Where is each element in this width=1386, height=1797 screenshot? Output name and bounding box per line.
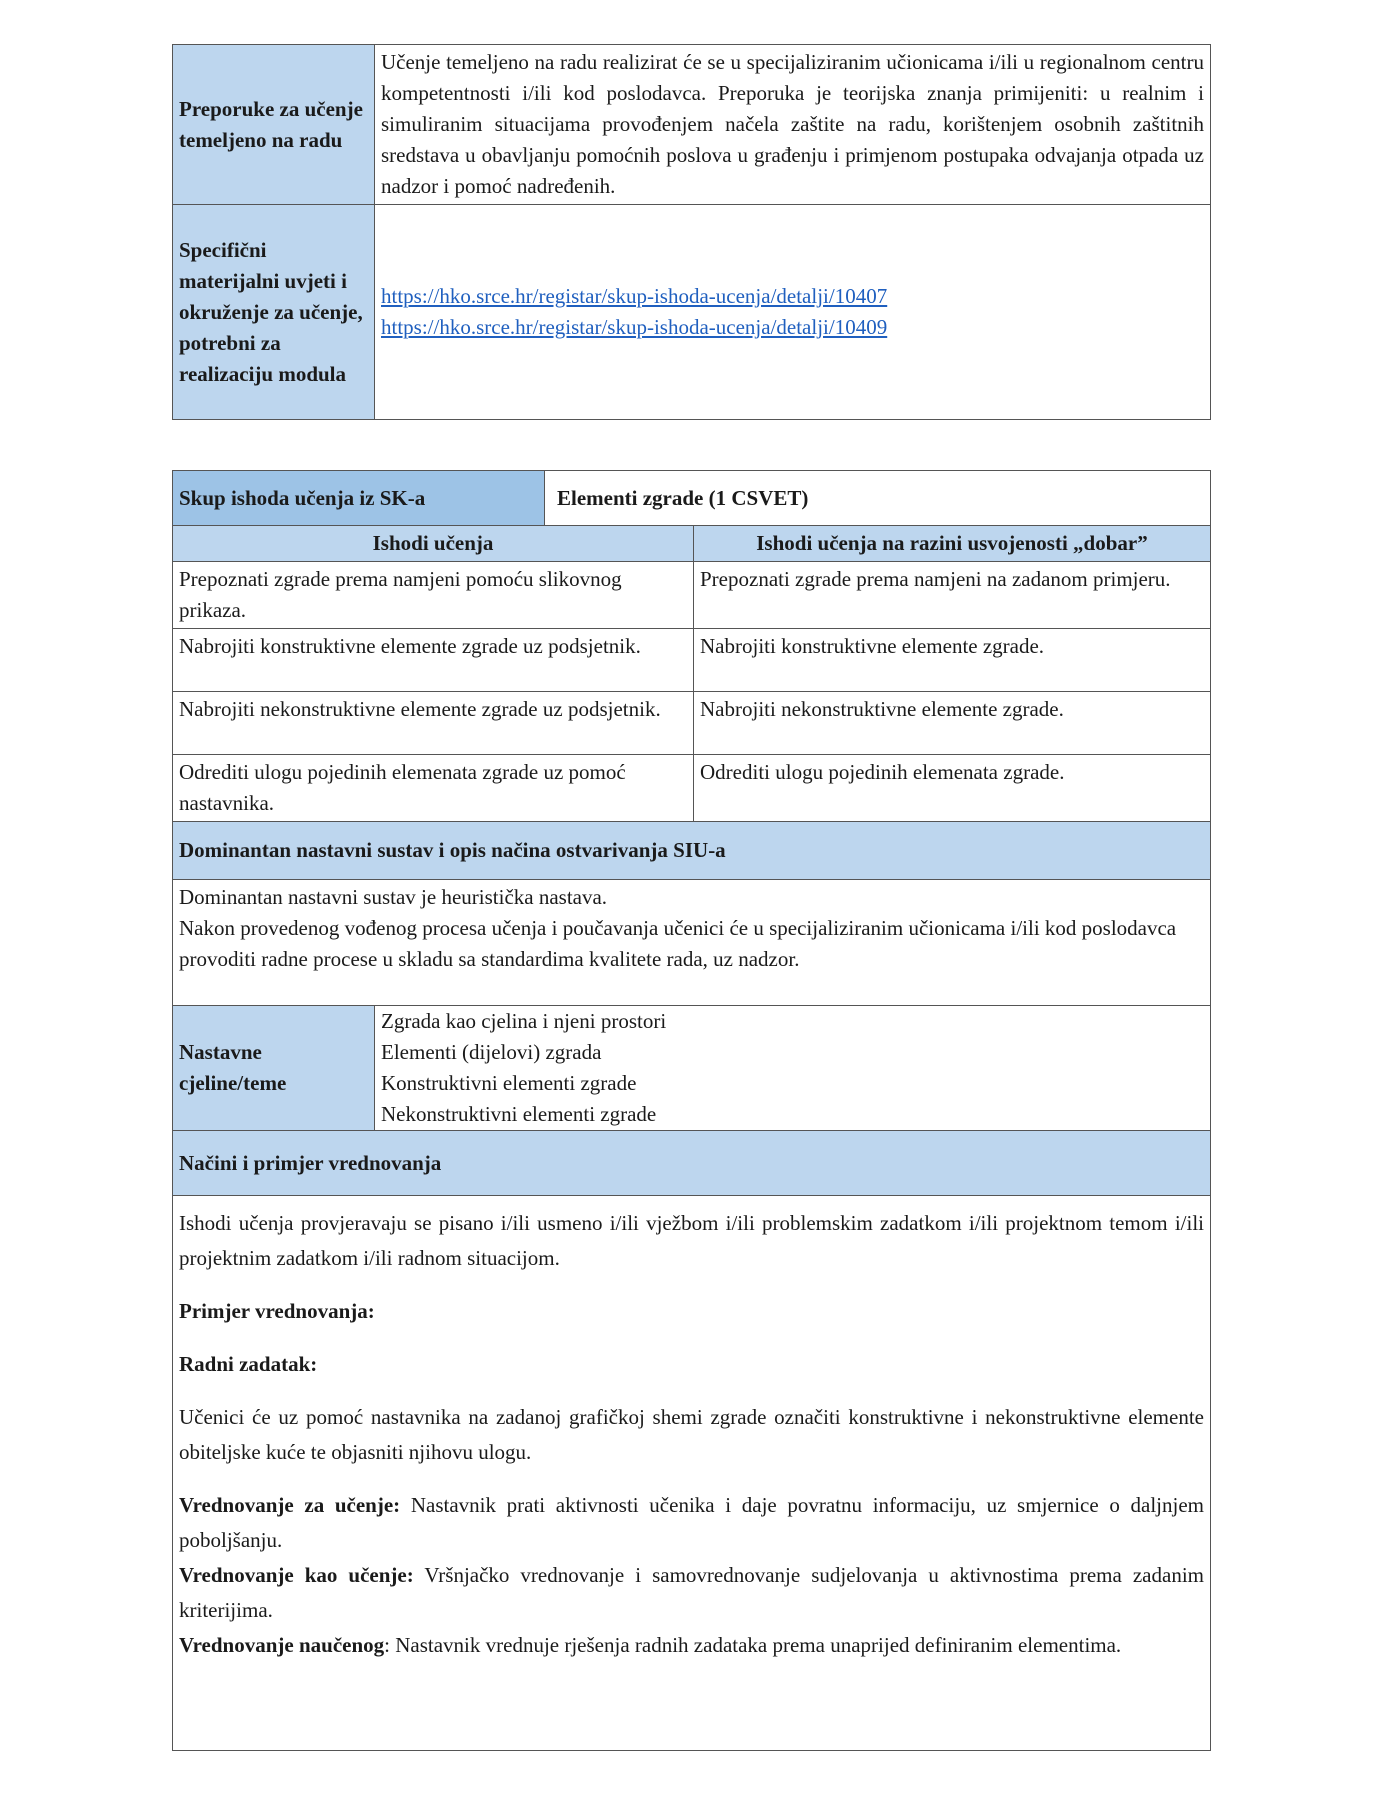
- evaluation-item: [179, 1558, 1204, 1628]
- dominant-body: [173, 880, 1211, 1006]
- outcome-cell: Nabrojiti konstruktivne elemente zgrade uz podsjetnik.: [173, 629, 694, 692]
- link-10407[interactable]: https://hko.srce.hr/registar/skup-ishoda-ucenja/detalji/10407: [381, 284, 888, 308]
- siu-row: [173, 471, 1211, 526]
- learning-outcomes-table: [172, 470, 1211, 1751]
- row-label-materijalni-uvjeti: Specifični materijalni uvjeti i okruženje za učenje, potrebni za realizaciju modula: [173, 205, 375, 420]
- evaluation-item-text: Nastavnik prati aktivnosti učenika i daje povratnu informaciju, uz smjernice o daljnjem poboljšanju.: [179, 1493, 1204, 1552]
- example-heading: Primjer vrednovanja:: [179, 1299, 375, 1323]
- topics-label: Nastavne cjeline/teme: [173, 1006, 375, 1131]
- outcome-cell: Nabrojiti nekonstruktivne elemente zgrade uz podsjetnik.: [173, 692, 694, 755]
- outcome-row: [173, 692, 1211, 755]
- outcome-cell: Odrediti ulogu pojedinih elemenata zgrade uz pomoć nastavnika.: [173, 755, 694, 822]
- evaluation-item: [179, 1488, 1204, 1558]
- dominant-line: Dominantan nastavni sustav je heuristička nastava.: [179, 885, 608, 909]
- outcome-good-cell: Prepoznati zgrade prema namjeni na zadanom primjeru.: [694, 562, 1211, 629]
- evaluation-item-text: Vršnjačko vrednovanje i samovrednovanje sudjelovanja u aktivnostima prema zadanim kriterijima.: [179, 1563, 1204, 1622]
- links-cell: [375, 205, 1211, 420]
- dominant-header-row: [173, 822, 1211, 880]
- work-based-learning-table: [172, 44, 1211, 420]
- task-heading: Radni zadatak:: [179, 1352, 318, 1376]
- link-10409[interactable]: https://hko.srce.hr/registar/skup-ishoda-ucenja/detalji/10409: [381, 315, 888, 339]
- topic-item: Zgrada kao cjelina i njeni prostori: [381, 1009, 667, 1033]
- dominant-body-row: [173, 880, 1211, 1006]
- task-text: Učenici će uz pomoć nastavnika na zadanoj grafičkoj shemi zgrade označiti konstruktivne i nekonstruktivne elemente obiteljske kuće te objasniti njihovu ulogu.: [179, 1405, 1204, 1464]
- evaluation-item-label: Vrednovanje kao učenje:: [179, 1563, 414, 1587]
- evaluation-item-label: Vrednovanje naučenog: [179, 1633, 385, 1657]
- evaluation-header-row: [173, 1131, 1211, 1196]
- evaluation-body: [173, 1196, 1211, 1751]
- topics-row: [173, 1006, 1211, 1131]
- dominant-line: Nakon provedenog vođenog procesa učenja i poučavanja učenici će u specijaliziranim učionicama i/ili kod poslodavca provoditi radne procese u skladu sa standardima kvalitete rada, uz nadzor.: [179, 916, 1177, 971]
- evaluation-body-row: [173, 1196, 1211, 1751]
- table-row: [173, 205, 1211, 420]
- evaluation-header: Načini i primjer vrednovanja: [173, 1131, 1211, 1196]
- evaluation-item: [179, 1628, 1204, 1663]
- outcome-row: [173, 755, 1211, 822]
- siu-label: Skup ishoda učenja iz SK-a: [173, 471, 545, 526]
- outcomes-header-right: Ishodi učenja na razini usvojenosti „dobar”: [694, 526, 1211, 562]
- outcome-cell: Prepoznati zgrade prema namjeni pomoću slikovnog prikaza.: [173, 562, 694, 629]
- topic-item: Konstruktivni elementi zgrade: [381, 1071, 637, 1095]
- row-text-preporuke: Učenje temeljeno na radu realizirat će se u specijaliziranim učionicama i/ili u regionalnom centru kompetentnosti i/ili kod poslodavca. Preporuka je teorijska znanja primijeniti: u realnim i simuliranim situacijama provođenjem načela zaštite na radu, korištenjem osobnih zaštitnih sredstava u obavljanju pomoćnih poslova u građenju i primjenom postupaka odvajanja otpada uz nadzor i pomoć nadređenih.: [375, 45, 1211, 205]
- topic-item: Elementi (dijelovi) zgrada: [381, 1040, 602, 1064]
- outcome-row: [173, 562, 1211, 629]
- outcome-row: [173, 629, 1211, 692]
- table-row: [173, 45, 1211, 205]
- outcomes-header-row: [173, 526, 1211, 562]
- topics-list: [375, 1006, 1211, 1131]
- evaluation-item-label: Vrednovanje za učenje:: [179, 1493, 401, 1517]
- outcome-good-cell: Nabrojiti nekonstruktivne elemente zgrade.: [694, 692, 1211, 755]
- outcomes-header-left: Ishodi učenja: [173, 526, 694, 562]
- row-label-preporuke: Preporuke za učenje temeljeno na radu: [173, 45, 375, 205]
- outcome-good-cell: Odrediti ulogu pojedinih elemenata zgrade.: [694, 755, 1211, 822]
- dominant-header: Dominantan nastavni sustav i opis načina ostvarivanja SIU-a: [173, 822, 1211, 880]
- evaluation-item-text: : Nastavnik vrednuje rješenja radnih zadataka prema unaprijed definiranim elementima.: [384, 1633, 1122, 1657]
- siu-value: Elementi zgrade (1 CSVET): [545, 471, 1211, 526]
- topic-item: Nekonstruktivni elementi zgrade: [381, 1102, 657, 1126]
- outcome-good-cell: Nabrojiti konstruktivne elemente zgrade.: [694, 629, 1211, 692]
- evaluation-intro: Ishodi učenja provjeravaju se pisano i/ili usmeno i/ili vježbom i/ili problemskim zadatkom i/ili projektnom temom i/ili projektnim zadatkom i/ili radnom situacijom.: [179, 1211, 1204, 1270]
